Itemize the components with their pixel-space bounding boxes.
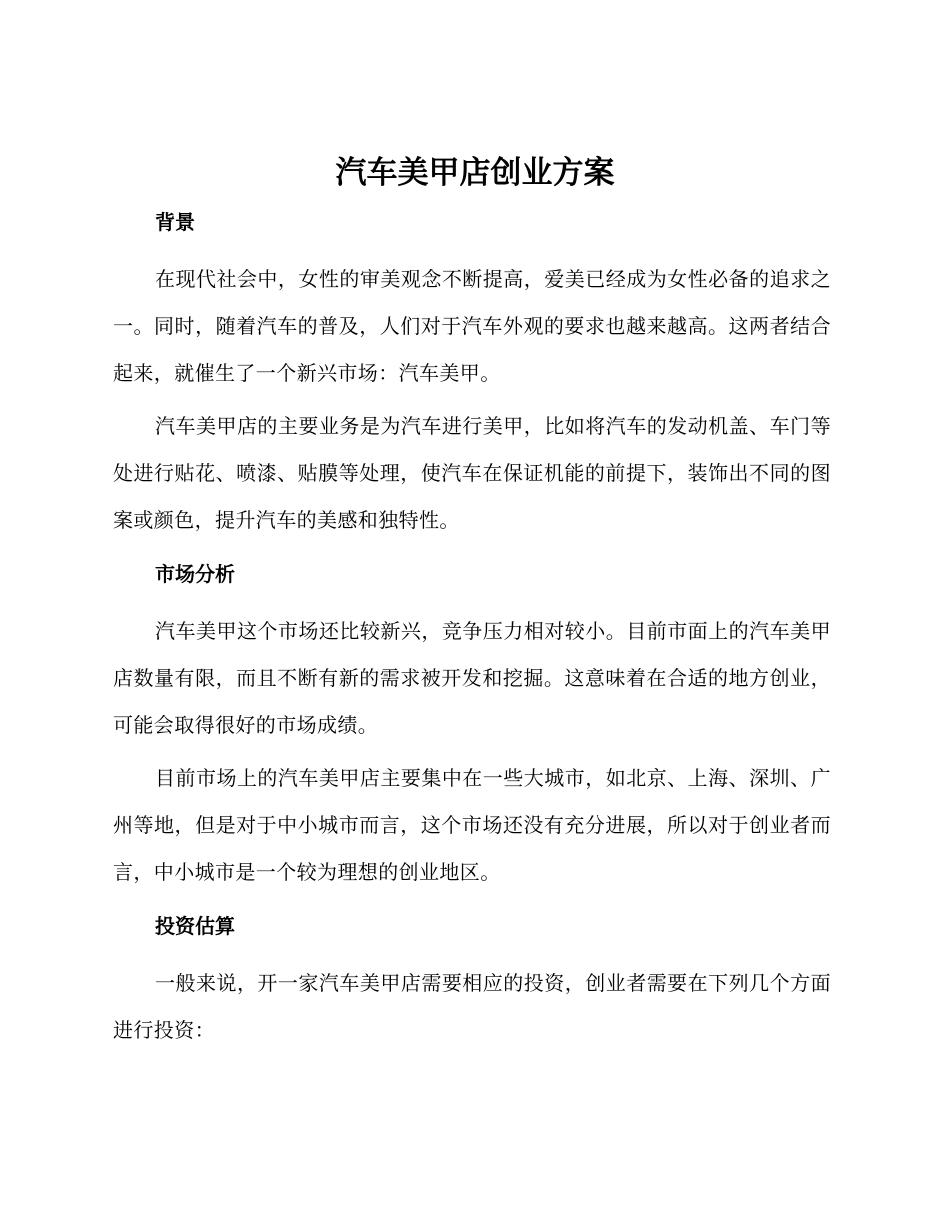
paragraph: 汽车美甲这个市场还比较新兴，竞争压力相对较小。目前市面上的汽车美甲店数量有限，而且不断有新的需求被开发和挖掘。这意味着在合适的地方创业，可能会取得很好的市场成绩。 xyxy=(113,619,831,737)
paragraph: 汽车美甲店的主要业务是为汽车进行美甲，比如将汽车的发动机盖、车门等处进行贴花、喷漆、贴膜等处理，使汽车在保证机能的前提下，装饰出不同的图案或颜色，提升汽车的美感和独特性。 xyxy=(113,414,831,532)
section-heading-background: 背景 xyxy=(155,210,195,234)
paragraph: 目前市场上的汽车美甲店主要集中在一些大城市，如北京、上海、深圳、广州等地，但是对于中小城市而言，这个市场还没有充分进展，所以对于创业者而言，中小城市是一个较为理想的创业地区。 xyxy=(113,766,831,884)
paragraph: 一般来说，开一家汽车美甲店需要相应的投资，创业者需要在下列几个方面进行投资： xyxy=(113,971,831,1042)
paragraph: 在现代社会中，女性的审美观念不断提高，爱美已经成为女性必备的追求之一。同时，随着汽车的普及，人们对于汽车外观的要求也越来越高。这两者结合起来，就催生了一个新兴市场：汽车美甲。 xyxy=(113,267,831,385)
section-heading-investment-estimate: 投资估算 xyxy=(155,914,235,938)
section-heading-market-analysis: 市场分析 xyxy=(155,562,235,586)
document-title: 汽车美甲店创业方案 xyxy=(335,155,615,191)
